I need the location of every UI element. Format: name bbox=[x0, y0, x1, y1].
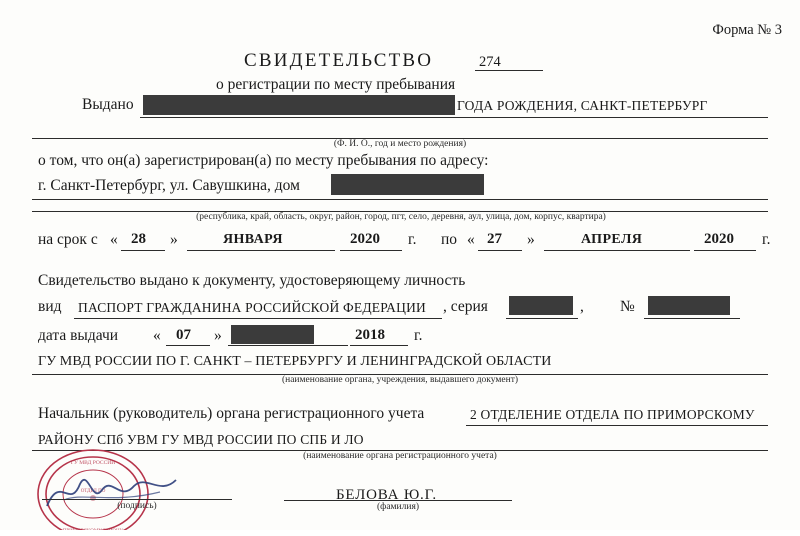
issued-to-rule bbox=[140, 117, 768, 118]
document-date-day-rule bbox=[166, 345, 210, 346]
term-quote-close-2: » bbox=[527, 231, 535, 248]
signature-rule bbox=[42, 499, 232, 500]
term-year-from: 2020 bbox=[350, 231, 380, 247]
document-kind-label: вид bbox=[38, 298, 62, 315]
document-date-day: 07 bbox=[176, 327, 191, 343]
document-date-quote-open: « bbox=[153, 327, 161, 344]
chief-value-line-2: РАЙОНУ СПб УВМ ГУ МВД РОССИИ ПО СПБ И ЛО bbox=[38, 432, 364, 447]
svg-text:ОТДЕЛ ПО: ОТДЕЛ ПО bbox=[80, 489, 106, 494]
hint-authority: (наименование органа, учреждения, выдавшего документ) bbox=[281, 375, 519, 385]
document-number-label: № bbox=[620, 298, 635, 315]
document-date-year: 2018 bbox=[355, 327, 385, 343]
term-month-to-rule bbox=[544, 250, 690, 251]
page-bottom-edge bbox=[0, 530, 800, 536]
redaction-issued-to bbox=[143, 95, 455, 115]
term-year-to-rule bbox=[694, 250, 756, 251]
svg-text:ГУ МВД РОССИИ: ГУ МВД РОССИИ bbox=[70, 460, 116, 466]
issued-to-value: ГОДА РОЖДЕНИЯ, САНКТ-ПЕТЕРБУРГ bbox=[457, 98, 708, 113]
hint-surname: (фамилия) bbox=[377, 502, 419, 512]
redaction-address bbox=[331, 174, 484, 195]
term-quote-close-1: » bbox=[170, 231, 178, 248]
official-stamp bbox=[33, 446, 153, 536]
term-quote-open-2: « bbox=[467, 231, 475, 248]
document-authority: ГУ МВД РОССИИ ПО Г. САНКТ – ПЕТЕРБУРГУ И ЛЕНИНГРАДСКОЙ ОБЛАСТИ bbox=[38, 354, 552, 369]
redaction-series bbox=[509, 296, 573, 315]
redaction-number bbox=[648, 296, 730, 315]
document-kind-value: ПАСПОРТ ГРАЖДАНИНА РОССИЙСКОЙ ФЕДЕРАЦИИ bbox=[78, 300, 426, 315]
term-g-1: г. bbox=[408, 231, 417, 248]
document-date-label: дата выдачи bbox=[38, 327, 119, 344]
form-number: Форма № 3 bbox=[712, 22, 782, 38]
document-date-g: г. bbox=[414, 327, 423, 344]
term-day-to: 27 bbox=[487, 231, 502, 247]
document-date-year-rule bbox=[350, 345, 408, 346]
document-intro: Свидетельство выдано к документу, удостоверяющему личность bbox=[38, 272, 466, 289]
redaction-date-month bbox=[231, 325, 314, 344]
term-month-to: АПРЕЛЯ bbox=[581, 232, 643, 247]
hint-signature: (подпись) bbox=[117, 501, 157, 511]
surname-rule bbox=[284, 500, 512, 501]
term-day-to-rule bbox=[478, 250, 522, 251]
registered-line: о том, что он(а) зарегистрирован(а) по месту пребывания по адресу: bbox=[38, 152, 489, 169]
term-day-from: 28 bbox=[131, 231, 146, 247]
term-day-from-rule bbox=[121, 250, 165, 251]
chief-rule-1 bbox=[466, 425, 768, 426]
term-middle: по bbox=[441, 231, 458, 248]
signature-surname: БЕЛОВА Ю.Г. bbox=[336, 487, 437, 503]
document-series-label: , серия bbox=[443, 298, 488, 315]
address-rule bbox=[32, 199, 768, 200]
term-g-2: г. bbox=[762, 231, 771, 248]
term-year-to: 2020 bbox=[704, 231, 734, 247]
term-quote-open-1: « bbox=[110, 231, 118, 248]
address-value: г. Санкт-Петербург, ул. Савушкина, дом bbox=[38, 177, 300, 194]
hint-address: (республика, край, область, округ, район, город, пгт, село, деревня, аул, улица, дом, корпус, квартира) bbox=[196, 212, 606, 222]
document-kind-rule bbox=[74, 318, 442, 319]
term-month-from-rule bbox=[187, 250, 335, 251]
document-number-rule bbox=[644, 318, 740, 319]
certificate-number: 274 bbox=[479, 54, 501, 70]
page-title: СВИДЕТЕЛЬСТВО bbox=[244, 50, 434, 71]
term-prefix: на срок с bbox=[38, 231, 98, 248]
term-month-from: ЯНВАРЯ bbox=[223, 232, 283, 247]
chief-value-line-1: 2 ОТДЕЛЕНИЕ ОТДЕЛА ПО ПРИМОРСКОМУ bbox=[470, 407, 755, 422]
document-date-quote-close: » bbox=[214, 327, 222, 344]
certificate-number-rule bbox=[475, 70, 543, 71]
document-series-rule bbox=[506, 318, 578, 319]
term-year-from-rule bbox=[340, 250, 402, 251]
document-series-comma: , bbox=[580, 298, 584, 315]
issued-to-label: Выдано bbox=[82, 96, 134, 113]
hint-org: (наименование органа регистрационного учета) bbox=[303, 451, 497, 461]
document-date-month-rule bbox=[228, 345, 348, 346]
page-subtitle: о регистрации по месту пребывания bbox=[216, 76, 456, 93]
hint-fio: (Ф. И. О., год и место рождения) bbox=[333, 139, 467, 149]
chief-label: Начальник (руководитель) органа регистрационного учета bbox=[38, 405, 425, 422]
